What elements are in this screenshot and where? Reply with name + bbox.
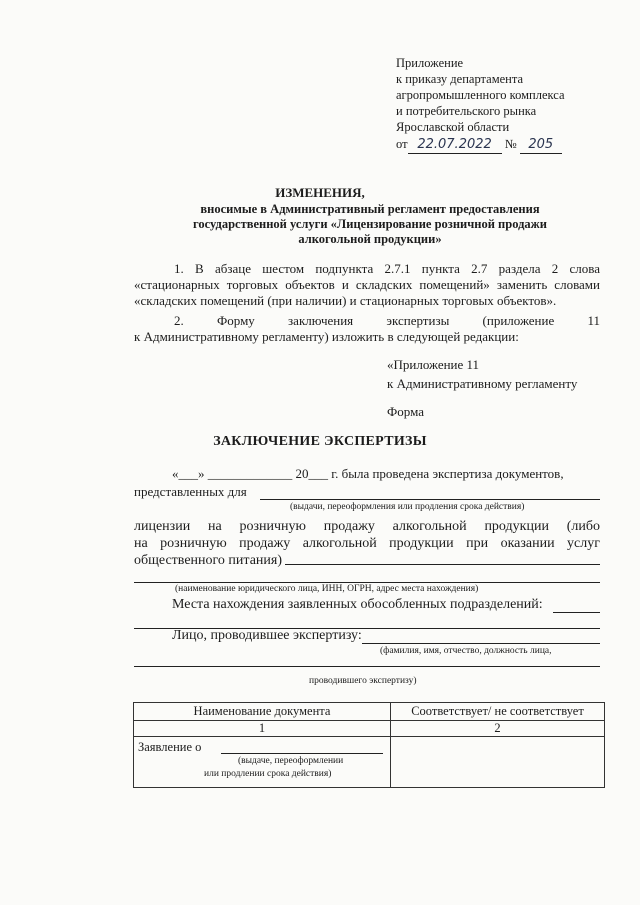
date-prefix: от — [396, 137, 408, 151]
item-2-line: 2. Форму заключения экспертизы (приложение 11 — [174, 313, 600, 328]
item-2-line: к Административному регламенту) изложить в следующей редакции: — [134, 329, 519, 344]
item-1 — [134, 261, 600, 309]
item-2 — [134, 313, 600, 345]
form-line-2: представленных для — [134, 484, 247, 499]
header-line: к приказу департамента — [396, 72, 524, 86]
table-header-cell: Наименование документа — [134, 703, 391, 721]
header-line: Приложение — [396, 56, 464, 70]
application-hint: или продлении срока действия) — [204, 769, 332, 779]
item-1-line: 1. В абзаце шестом подпункта 2.7.1 пункта 2.7 раздела 2 слова — [174, 261, 600, 276]
form-label: Форма — [387, 404, 424, 419]
hint-person: (фамилия, имя, отчество, должность лица, — [380, 646, 552, 656]
blank-line — [285, 564, 600, 565]
doc-title: ИЗМЕНЕНИЯ, — [275, 185, 365, 200]
hint-person-2: проводившего экспертизу) — [309, 676, 417, 686]
header-date-line — [396, 136, 562, 154]
table-cell-application — [134, 737, 391, 788]
application-label: Заявление о — [138, 740, 202, 754]
header-line: агропромышленного комплекса — [396, 88, 565, 102]
form-line-1: «___» _____________ 20___ г. была проведена экспертиза документов, — [172, 466, 564, 481]
table-number-cell: 2 — [391, 721, 605, 737]
hint-issuance: (выдачи, переоформления или продления срока действия) — [290, 502, 525, 512]
paragraph-line: общественного питания) — [134, 553, 282, 568]
header-line: Ярославской области — [396, 120, 510, 134]
number-value: 205 — [520, 137, 562, 154]
header-line: и потребительского рынка — [396, 104, 537, 118]
blank-line — [221, 753, 383, 754]
appendix-line: к Административному регламенту — [387, 376, 578, 391]
application-hint: (выдаче, переоформлении — [238, 756, 344, 766]
subtitle-line: вносимые в Административный регламент предоставления — [200, 202, 540, 216]
item-1-line: «складских помещений (при наличии) и стационарных торговых объектов». — [134, 293, 557, 308]
blank-line — [553, 612, 600, 613]
hint-entity: (наименование юридического лица, ИНН, ОГРН, адрес места нахождения) — [175, 584, 479, 594]
appendix-line: «Приложение 11 — [387, 357, 480, 372]
blank-line — [134, 582, 600, 583]
blank-line — [260, 499, 600, 500]
doc-subtitle — [150, 202, 590, 247]
table-number-row — [134, 721, 605, 737]
table-cell-compliance — [391, 737, 605, 788]
subtitle-line: алкогольной продукции» — [298, 232, 442, 246]
paragraph-line: лицензии на розничную продажу алкогольной продукции (либо — [134, 519, 600, 534]
places-label: Места нахождения заявленных обособленных подразделений: — [172, 597, 543, 612]
paragraph-line: на розничную продажу алкогольной продукции при оказании услуг — [134, 536, 600, 551]
blank-line — [362, 643, 600, 644]
table-header-cell: Соответствует/ не соответствует — [391, 703, 605, 721]
header-block — [396, 55, 565, 135]
date-value: 22.07.2022 — [408, 137, 502, 154]
documents-table — [133, 702, 605, 788]
number-prefix: № — [504, 137, 517, 151]
blank-line — [134, 666, 600, 667]
form-title: ЗАКЛЮЧЕНИЕ ЭКСПЕРТИЗЫ — [213, 434, 427, 449]
subtitle-line: государственной услуги «Лицензирование розничной продажи — [193, 217, 547, 231]
item-1-line: «стационарных торговых объектов и складских помещений» заменить словами — [134, 277, 600, 292]
table-header-row — [134, 703, 605, 721]
table-number-cell: 1 — [134, 721, 391, 737]
form-paragraph — [134, 518, 600, 569]
table-row — [134, 737, 605, 788]
person-label: Лицо, проводившее экспертизу: — [172, 628, 362, 643]
appendix-ref — [387, 355, 577, 393]
